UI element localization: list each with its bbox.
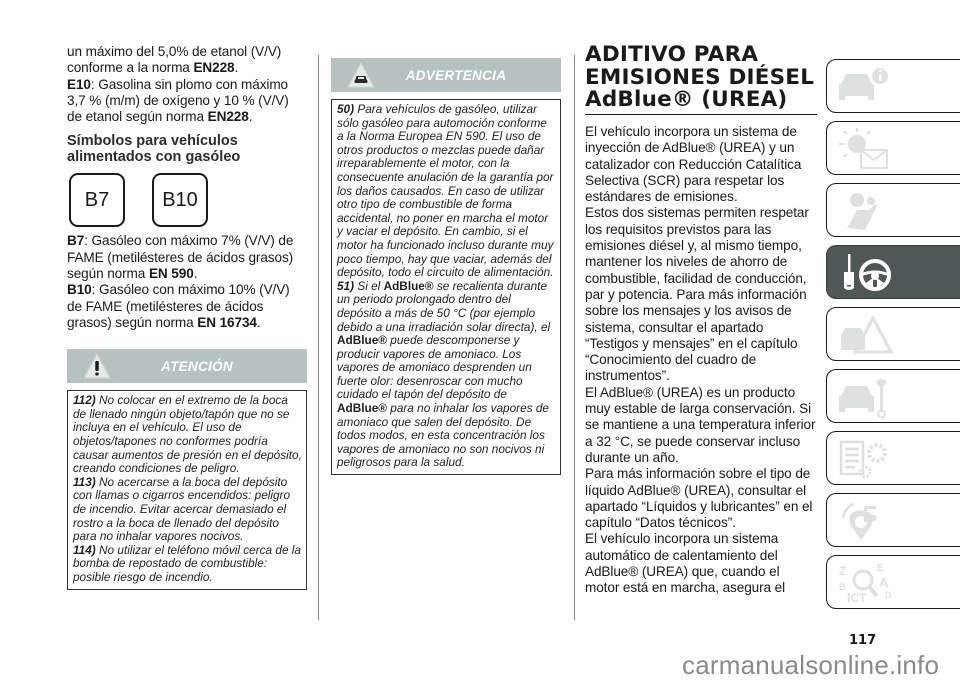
attention-item-112: 112) No colocar en el extremo de la boca de llenado ningún objeto/tapón que no se incluya en el vehículo. El uso de objetos/tapones no conformes podría causar aumentos de presión en el depósito, creando condiciones de peligro.	[73, 393, 302, 476]
adblue-paragraph-2: Estos dos sistemas permiten respetar los requisitos previstos para las emisiones diésel y, al mismo tiempo, mantener los niveles de ahorro de combustible, facilidad de conducción, par y potencia. Para más información sobre los mensajes y los avisos de sistema, consultar el apartado “Testigos y mensajes” en el capítulo “Conocimiento del cuadro de instrumentos”.	[585, 205, 809, 384]
key-steering-wheel-icon	[835, 250, 899, 296]
airbag-seat-icon	[835, 188, 895, 234]
adblue-paragraph-1: El vehículo incorpora un sistema de inyección de AdBlue® (UREA) y un catalizador con Reducción Catalítica Selectiva (SCR) para respetar los estándares de emisiones.	[585, 124, 802, 205]
diesel-symbols-heading: Símbolos para vehículos alimentados con gasóleo	[67, 133, 241, 166]
attention-item-113: 113) No acercarse a la boca del depósito con llamas o cigarros encendidos: peligro de incendio. Evitar acercar demasiado el rostro a la boca de llenado del depósito para no inhalar vapores nocivos.	[73, 474, 291, 544]
column-warning	[331, 58, 561, 475]
warning-triangle-icon	[83, 353, 111, 379]
adblue-paragraph-5: El vehículo incorpora un sistema automático de calentamiento del AdBlue® (UREA) que, cuando el motor está en marcha, asegura el	[585, 531, 786, 596]
warning-item-50: 50) Para vehículos de gasóleo, utilizar sólo gasóleo para automoción conforme a la Norma Europea EN 590. El uso de otros productos o mezclas puede dañar irreparablemente el motor, con la consecuente anulación de la garantía por los daños causados. En caso de utilizar otro tipo de combustible de forma accidental, no poner en marcha el motor y vaciar el depósito. En cambio, si el motor ha funcionado incluso durante muy poco tiempo, hay que vaciar, además del depósito, todo el circuito de alimentación.	[337, 102, 554, 280]
index-search-icon	[835, 560, 895, 606]
attention-notice	[67, 349, 307, 589]
section-heading: ADITIVO PARA EMISIONES DIÉSEL AdBlue® (UREA)	[585, 42, 815, 112]
b10-paragraph: B10: Gasóleo con máximo 10% (V/V) de FAME (metilésteres de ácidos grasos) según norma EN 16734.	[67, 282, 290, 330]
intro-paragraph: un máximo del 5,0% de etanol (V/V) conforme a la norma EN228.	[67, 44, 282, 76]
b7-paragraph: B7: Gasóleo con máximo 7% (V/V) de FAME (metilésteres de ácidos grasos) según norma EN 590.	[67, 233, 294, 282]
specs-gears-icon	[835, 436, 895, 482]
warning-body	[331, 99, 561, 475]
attention-item-114: 114) No utilizar el teléfono móvil cerca de la bomba de repostado de combustible: posible riesgo de incendio.	[73, 542, 301, 584]
multimedia-music-icon	[835, 498, 895, 544]
page-number: 117	[849, 633, 877, 648]
tab-safety[interactable]	[826, 183, 960, 237]
svg-text:B: B	[839, 582, 846, 592]
light-envelope-icon	[835, 126, 895, 172]
attention-header	[67, 349, 307, 383]
column-divider-left	[318, 55, 319, 620]
attention-title: ATENCIÓN	[161, 358, 233, 374]
adblue-paragraph-3: El AdBlue® (UREA) es un producto muy estable de larga conservación. Si se mantiene a una temperatura inferior a 32 °C, se puede conservar incluso durante un año.	[585, 384, 816, 465]
tab-starting-driving[interactable]	[826, 245, 960, 299]
column-fuel-symbols	[67, 44, 307, 590]
chapter-tabs	[826, 59, 960, 617]
svg-text:Z: Z	[839, 564, 847, 578]
b7-fuel-icon: B7	[69, 173, 125, 227]
tab-car-info[interactable]	[826, 59, 960, 113]
car-warning-triangle-icon	[835, 312, 895, 358]
column-adblue	[585, 44, 817, 597]
car-wrench-icon	[835, 374, 895, 420]
tab-maintenance[interactable]	[826, 369, 960, 423]
warning-title: ADVERTENCIA	[405, 67, 507, 83]
tab-technical-data[interactable]	[826, 431, 960, 485]
tab-multimedia[interactable]	[826, 493, 960, 547]
heading-underline	[585, 114, 817, 116]
svg-text:D: D	[885, 590, 892, 600]
car-warning-icon	[347, 62, 375, 88]
fuel-icons-row	[69, 173, 307, 227]
e10-paragraph: E10: Gasolina sin plomo con máximo 3,7 % (m/m) de oxígeno y 10 % (V/V) de etanol según norma EN228.	[67, 76, 289, 125]
tab-lights-messages[interactable]	[826, 121, 960, 175]
b10-fuel-icon: B10	[152, 173, 208, 227]
svg-text:ICT: ICT	[847, 591, 867, 605]
adblue-paragraph-4: Para más información sobre el tipo de líquido AdBlue® (UREA), consultar el apartado “Líquidos y lubricantes” en el capítulo “Datos técnicos”.	[585, 466, 813, 531]
tab-emergency[interactable]	[826, 307, 960, 361]
warning-item-51: 51) Si el AdBlue® se recalienta durante un periodo prolongado dentro del depósito a más de 50 °C (por ejemplo debido a una irradiación solar directa), el AdBlue® puede descomponerse y producir vapores de amoniaco. Los vapores de amoniaco desprenden un fuerte olor: desenroscar con mucho cuidado el tapón del depósito de AdBlue® para no inhalar los vapores de amoniaco que salen del depósito. De todos modos, en esta concentración los vapores de amoniaco no son nocivos ni peligrosos para la salud.	[337, 278, 551, 470]
svg-text:A: A	[879, 575, 889, 590]
svg-text:E: E	[877, 563, 884, 574]
watermark: carmanualsonline.info	[682, 650, 940, 680]
tab-index[interactable]	[826, 555, 960, 609]
warning-notice	[331, 58, 561, 475]
column-divider-right	[574, 55, 575, 620]
car-info-icon	[835, 64, 895, 108]
warning-header	[331, 58, 561, 92]
attention-body	[67, 390, 307, 589]
